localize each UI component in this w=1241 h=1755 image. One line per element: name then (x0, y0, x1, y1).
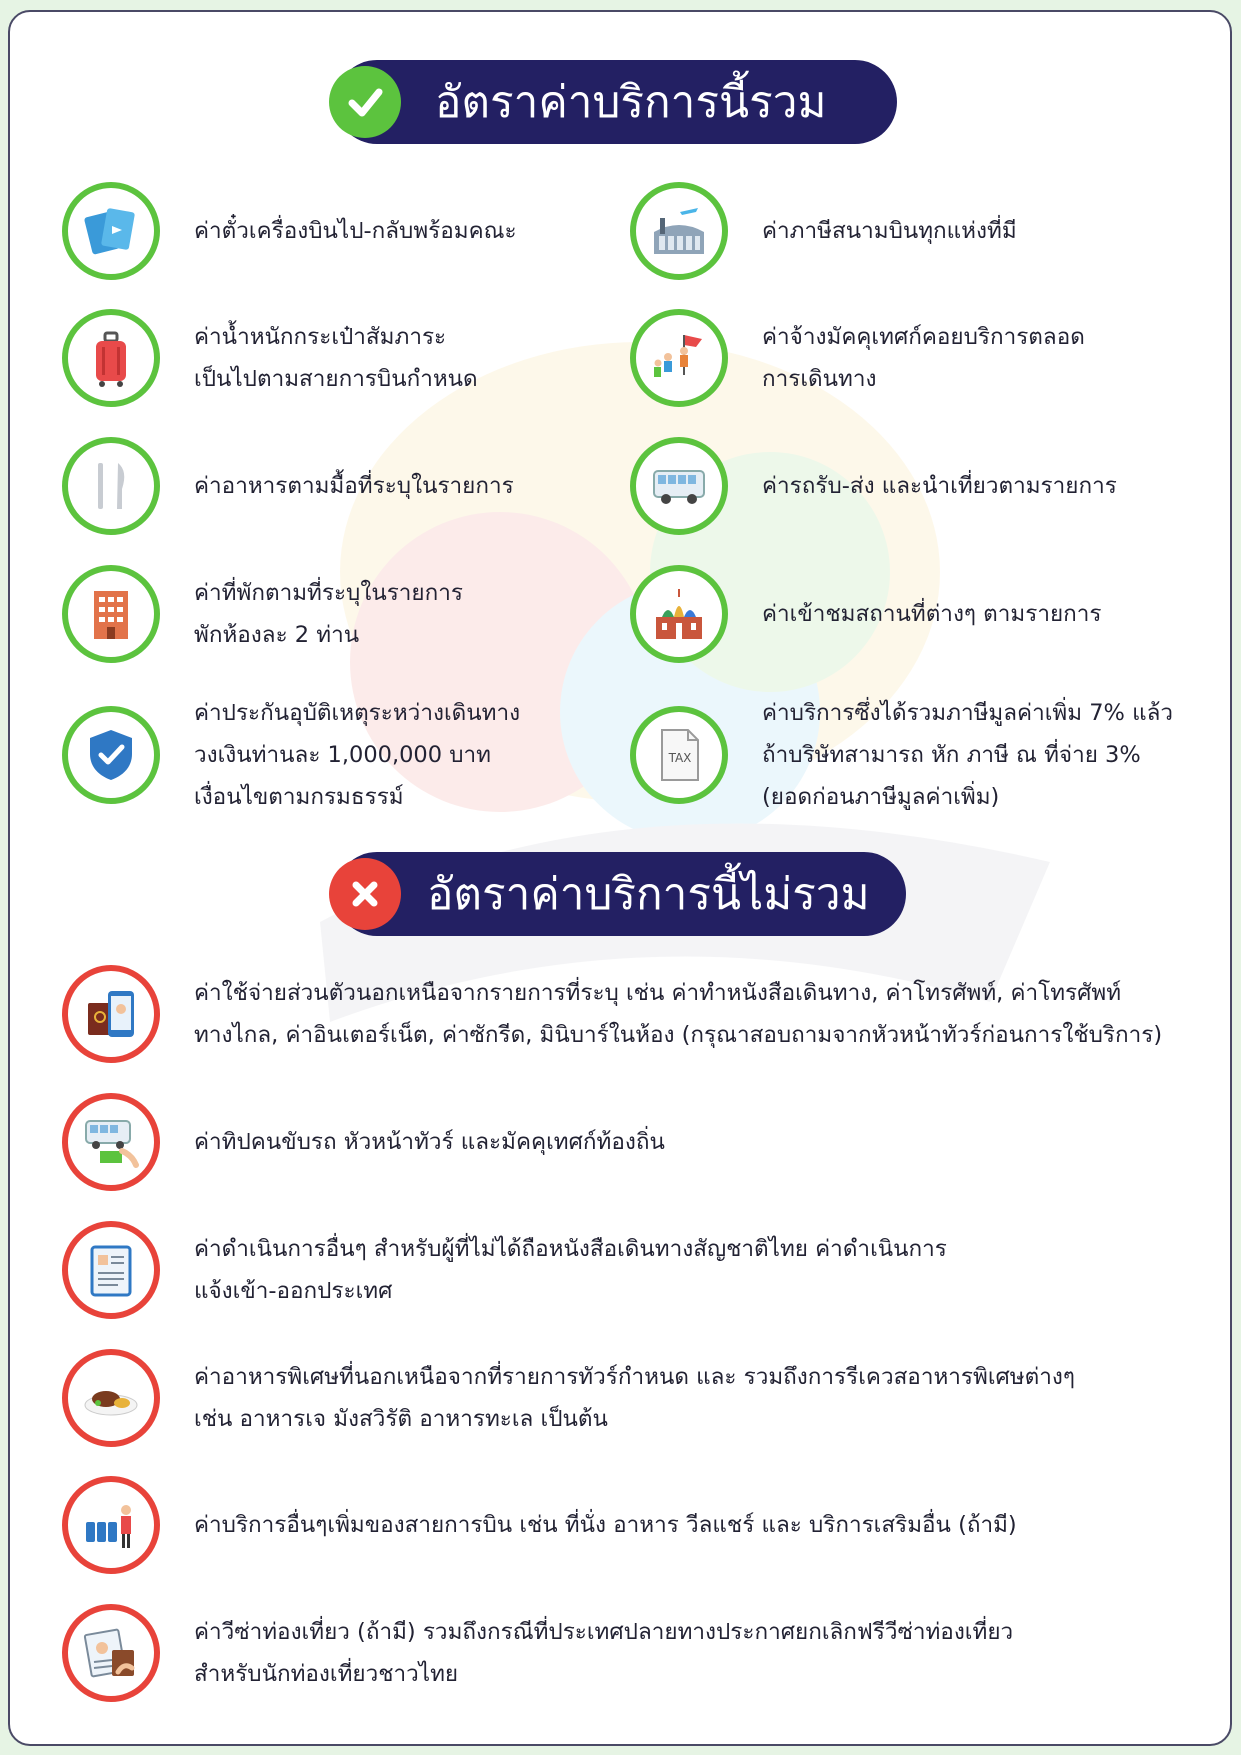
item-line: ค่าเข้าชมสถานที่ต่างๆ ตามรายการ (762, 601, 1102, 627)
included-header (335, 60, 897, 144)
landmark-icon (630, 565, 728, 663)
excluded-item (62, 1604, 1013, 1702)
ticket-icon (62, 182, 160, 280)
airline-seat-icon (62, 1476, 160, 1574)
included-item (62, 692, 520, 818)
cutlery-icon (62, 437, 160, 535)
item-line: ค่าทิปคนขับรถ หัวหน้าทัวร์ และมัคคุเทศก์ท้องถิ่น (194, 1129, 665, 1155)
shield-icon (62, 706, 160, 804)
included-item (62, 437, 514, 535)
item-line: ค่ารถรับ-ส่ง และนำเที่ยวตามรายการ (762, 473, 1117, 499)
item-line: ค่าบริการซึ่งได้รวมภาษีมูลค่าเพิ่ม 7% แล้ว (762, 700, 1174, 726)
item-line: ทางไกล, ค่าอินเตอร์เน็ต, ค่าซักรีด, มินิบาร์ในห้อง (กรุณาสอบถามจากหัวหน้าทัวร์ก่อนการใช้บริการ) (194, 1022, 1163, 1048)
item-line: ค่าอาหารพิเศษที่นอกเหนือจากที่รายการทัวร์กำหนด และ รวมถึงการรีเควสอาหารพิเศษต่างๆ (194, 1364, 1075, 1390)
hotel-icon (62, 565, 160, 663)
check-icon (329, 66, 401, 138)
included-item (630, 309, 1085, 407)
included-item (62, 309, 478, 407)
airport-icon (630, 182, 728, 280)
tax-label: TAX (668, 751, 692, 765)
item-line: เป็นไปตามสายการบินกำหนด (194, 366, 478, 392)
item-line: ค่าจ้างมัคคุเทศก์คอยบริการตลอด (762, 324, 1085, 350)
item-line: ค่าใช้จ่ายส่วนตัวนอกเหนือจากรายการที่ระบุ เช่น ค่าทำหนังสือเดินทาง, ค่าโทรศัพท์, ค่าโทรศัพท์ (194, 980, 1122, 1006)
item-line: ค่าภาษีสนามบินทุกแห่งที่มี (762, 218, 1017, 244)
included-item (630, 692, 1173, 818)
item-line: ค่าอาหารตามมื้อที่ระบุในรายการ (194, 473, 514, 499)
included-item (62, 182, 517, 280)
document-icon (62, 1221, 160, 1319)
item-line: ค่าบริการอื่นๆเพิ่มของสายการบิน เช่น ที่นั่ง อาหาร วีลแชร์ และ บริการเสริมอื่น (ถ้ามี) (194, 1512, 1017, 1538)
included-title: อัตราค่าบริการนี้รวม (435, 77, 827, 128)
excluded-item (62, 1476, 1017, 1574)
item-line: เช่น อาหารเจ มังสวิรัติ อาหารทะเล เป็นต้น (194, 1406, 608, 1432)
item-line: สำหรับนักท่องเที่ยวชาวไทย (194, 1661, 459, 1687)
excluded-item (62, 1221, 947, 1319)
tax-document-icon (630, 706, 728, 804)
included-item (630, 565, 1102, 663)
item-line: ค่าวีซ่าท่องเที่ยว (ถ้ามี) รวมถึงกรณีที่ประเทศปลายทางประกาศยกเลิกฟรีวีซ่าท่องเที่ยว (194, 1619, 1014, 1645)
included-item (630, 182, 1017, 280)
visa-icon (62, 1604, 160, 1702)
item-line: การเดินทาง (762, 366, 877, 392)
excluded-item (62, 1093, 665, 1191)
excluded-header (335, 852, 906, 936)
excluded-title: อัตราค่าบริการนี้ไม่รวม (427, 869, 870, 920)
included-item (62, 565, 463, 663)
guide-icon (630, 309, 728, 407)
item-line: แจ้งเข้า-ออกประเทศ (194, 1278, 393, 1304)
luggage-icon (62, 309, 160, 407)
cross-icon (329, 858, 401, 930)
service-rate-card (8, 10, 1232, 1746)
item-line: ค่าน้ำหนักกระเป๋าสัมภาระ (194, 324, 447, 350)
item-line: ค่าที่พักตามที่ระบุในรายการ (194, 580, 463, 606)
item-line: ค่าดำเนินการอื่นๆ สำหรับผู้ที่ไม่ได้ถือหนังสือเดินทางสัญชาติไทย ค่าดำเนินการ (194, 1236, 947, 1262)
special-meal-icon (62, 1349, 160, 1447)
item-line: พักห้องละ 2 ท่าน (194, 622, 360, 648)
tip-icon (62, 1093, 160, 1191)
excluded-item (62, 1349, 1075, 1447)
item-line: ค่าตั๋วเครื่องบินไป-กลับพร้อมคณะ (194, 218, 517, 244)
item-line: วงเงินท่านละ 1,000,000 บาท (194, 742, 491, 768)
item-line: ถ้าบริษัทสามารถ หัก ภาษี ณ ที่จ่าย 3% (762, 742, 1141, 768)
item-line: เงื่อนไขตามกรมธรรม์ (194, 784, 404, 810)
included-item (630, 437, 1117, 535)
item-line: ค่าประกันอุบัติเหตุระหว่างเดินทาง (194, 700, 521, 726)
passport-phone-icon (62, 965, 160, 1063)
bus-icon (630, 437, 728, 535)
item-line: (ยอดก่อนภาษีมูลค่าเพิ่ม) (762, 784, 1000, 810)
excluded-item (62, 965, 1162, 1063)
